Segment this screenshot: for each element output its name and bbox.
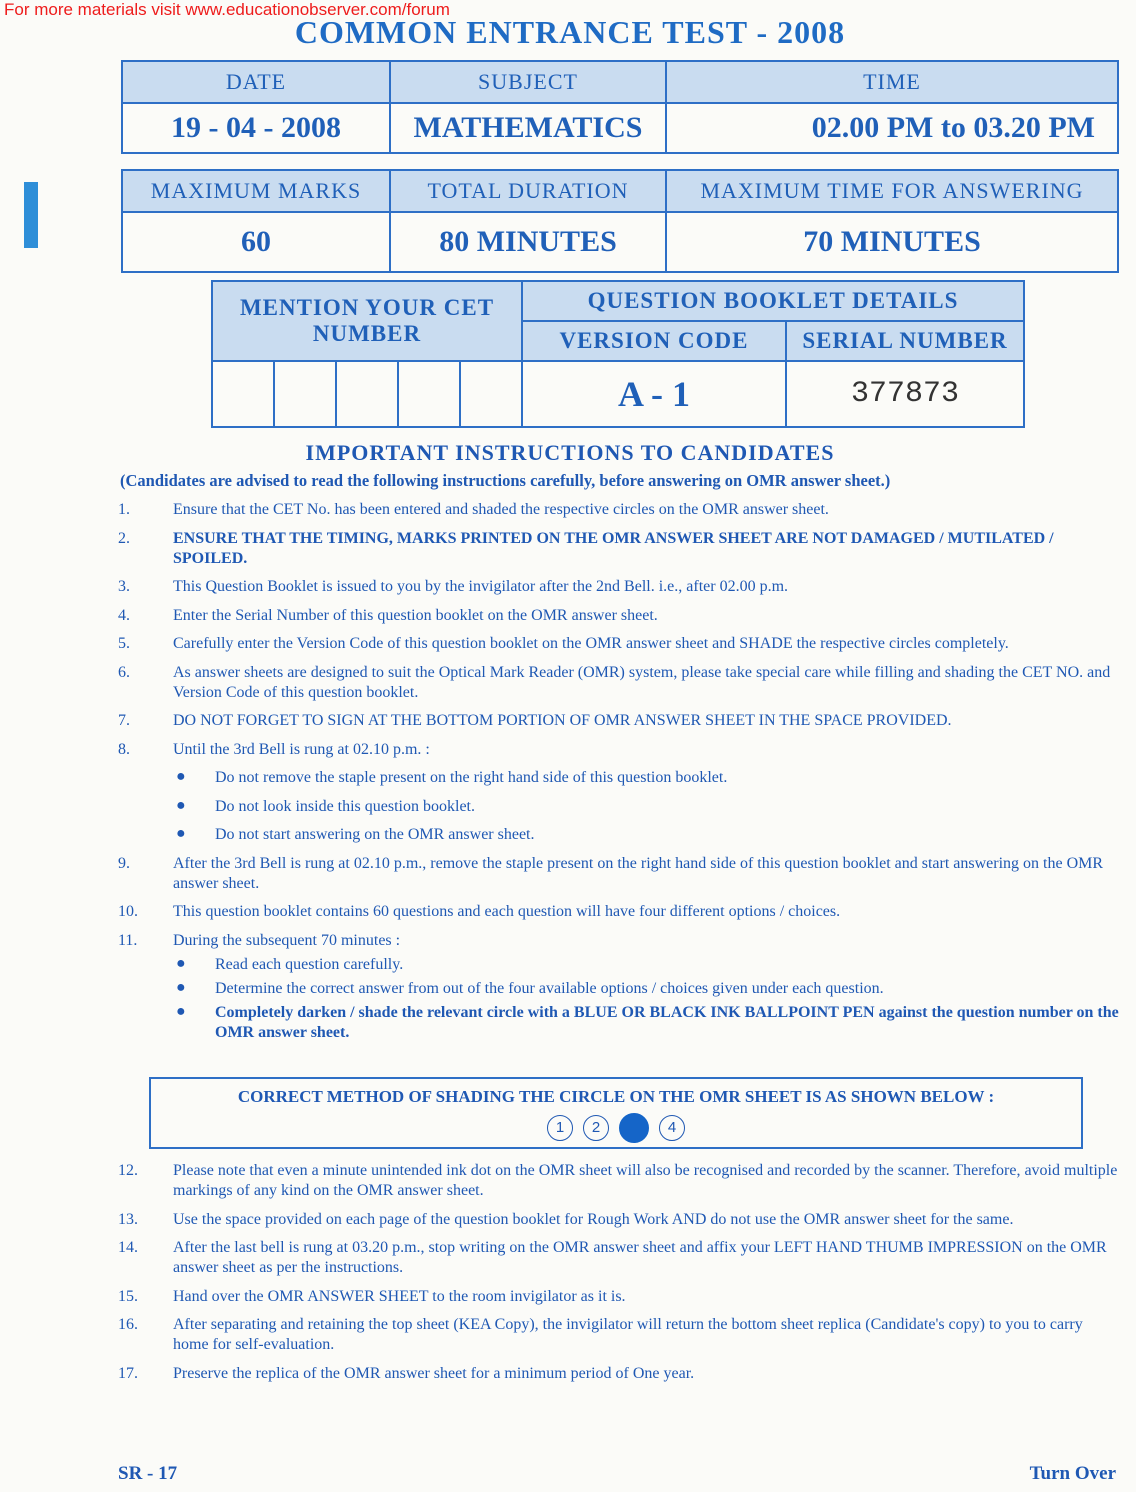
page-title: COMMON ENTRANCE TEST - 2008 — [294, 14, 846, 50]
list-item: 12. Please note that even a minute unintended ink dot on the OMR sheet will also be recognised and recorded by the scanner. Therefore, avoid multiple markings of any kind on the OMR answer sheet. — [118, 1162, 1118, 1199]
option-circle-4: 4 — [659, 1115, 685, 1141]
list-item: 17. Preserve the replica of the OMR answer sheet for a minimum period of One year. — [118, 1364, 695, 1382]
list-item: 6. As answer sheets are designed to suit the Optical Mark Reader (OMR) system, please take special care while filling and shading the CET NO. and Version Code of this question booklet. — [118, 663, 1111, 701]
list-item: 3. This Question Booklet is issued to you by the invigilator after the 2nd Bell. i.e., after 02.00 p.m. — [118, 578, 789, 595]
max-marks-value: 60 — [122, 212, 390, 272]
list-item: 8. Until the 3rd Bell is rung at 02.10 p.m. : — [118, 740, 430, 758]
omr-note: CORRECT METHOD OF SHADING THE CIRCLE ON THE OMR SHEET IS AS SHOWN BELOW : — [237, 1087, 995, 1106]
cet-digit-box[interactable] — [212, 361, 274, 427]
list-item: 13. Use the space provided on each page of the question booklet for Rough Work AND do not use the OMR answer sheet for the same. — [118, 1210, 1014, 1228]
list-item: 2. ENSURE THAT THE TIMING, MARKS PRINTED ON THE OMR ANSWER SHEET ARE NOT DAMAGED / MUTILATED / SPOILED. — [118, 529, 1054, 567]
page-code: SR - 17 — [118, 1463, 178, 1484]
list-item: 1. Ensure that the CET No. has been entered and shaded the respective circles on the OMR answer sheet. — [118, 501, 829, 518]
instructions-list-continued — [118, 1161, 1120, 1392]
watermark-link[interactable]: For more materials visit www.educationobserver.com/forum — [4, 0, 450, 19]
bullet-icon: ● — [176, 1002, 186, 1020]
bullet-icon: ● — [176, 954, 186, 972]
bullet-item: ● Do not remove the staple present on the right hand side of this question booklet. — [176, 768, 728, 786]
cet-digit-box[interactable] — [274, 361, 336, 427]
instructions-title: IMPORTANT INSTRUCTIONS TO CANDIDATES — [305, 440, 835, 465]
bullet-item: ● Read each question carefully. — [176, 954, 404, 973]
cet-digit-box[interactable] — [460, 361, 522, 427]
date-header: DATE — [122, 61, 390, 103]
version-code-value: A - 1 — [522, 361, 786, 427]
subject-value: MATHEMATICS — [390, 103, 666, 153]
serial-number-value: 377873 — [786, 361, 1024, 427]
turn-over-label: Turn Over — [1029, 1463, 1116, 1484]
serial-number-label: SERIAL NUMBER — [786, 321, 1024, 361]
list-item: 7. DO NOT FORGET TO SIGN AT THE BOTTOM PORTION OF OMR ANSWER SHEET IN THE SPACE PROVIDED. — [118, 712, 952, 729]
list-item: 14. After the last bell is rung at 03.20 p.m., stop writing on the OMR answer sheet and affix your LEFT HAND THUMB IMPRESSION on the OMR answer sheet as per the instructions. — [118, 1239, 1107, 1276]
bullet-item: ● Do not look inside this question booklet. — [176, 796, 475, 815]
instructions-list — [118, 500, 1120, 1051]
option-circle-shaded — [619, 1113, 649, 1143]
bullet-icon: ● — [176, 768, 186, 785]
time-value: 02.00 PM to 03.20 PM — [666, 103, 1118, 153]
option-circle-1: 1 — [547, 1115, 573, 1141]
list-item: 9. After the 3rd Bell is rung at 02.10 p.m., remove the staple present on the right hand side of this question booklet and start answering on the OMR answer sheet. — [118, 854, 1104, 892]
marks-info-table — [121, 169, 1119, 273]
list-item: 15. Hand over the OMR ANSWER SHEET to the room invigilator as it is. — [118, 1287, 626, 1305]
duration-header: TOTAL DURATION — [390, 170, 666, 212]
option-circle-2: 2 — [583, 1115, 609, 1141]
list-item: 11. During the subsequent 70 minutes : — [118, 931, 401, 949]
bullet-icon: ● — [176, 825, 186, 842]
duration-value: 80 MINUTES — [390, 212, 666, 272]
exam-info-table — [121, 60, 1119, 154]
cet-digit-box[interactable] — [398, 361, 460, 427]
omr-circles — [151, 1113, 1081, 1143]
time-header: TIME — [666, 61, 1118, 103]
booklet-details-label: QUESTION BOOKLET DETAILS — [522, 281, 1024, 321]
cet-digit-box[interactable] — [336, 361, 398, 427]
version-code-label: VERSION CODE — [522, 321, 786, 361]
answer-time-value: 70 MINUTES — [666, 212, 1118, 272]
answer-time-header: MAXIMUM TIME FOR ANSWERING — [666, 170, 1118, 212]
omr-shading-example — [149, 1077, 1083, 1149]
bullet-item: ● Do not start answering on the OMR answer sheet. — [176, 825, 535, 843]
max-marks-header: MAXIMUM MARKS — [122, 170, 390, 212]
bullet-icon: ● — [176, 796, 186, 814]
list-item: 16. After separating and retaining the top sheet (KEA Copy), the invigilator will return the bottom sheet replica (Candidate's copy) to you to carry home for self-evaluation. — [118, 1316, 1083, 1353]
cet-number-label: MENTION YOUR CET NUMBER — [212, 281, 522, 361]
bullet-item: ● Completely darken / shade the relevant circle with a BLUE OR BLACK INK BALLPOINT PEN against the question number on the OMR answer sheet. — [176, 1002, 1119, 1041]
list-item: 5. Carefully enter the Version Code of this question booklet on the OMR answer sheet and SHADE the respective circles completely. — [118, 635, 1009, 652]
date-value: 19 - 04 - 2008 — [122, 103, 390, 153]
list-item: 10. This question booklet contains 60 questions and each question will have four different options / choices. — [118, 903, 841, 920]
bullet-item: ● Determine the correct answer from out of the four available options / choices given under each question. — [176, 978, 884, 997]
bullet-icon: ● — [176, 978, 186, 996]
booklet-details-table — [211, 280, 1025, 428]
side-tab-marker — [24, 182, 38, 248]
instructions-subtitle: (Candidates are advised to read the following instructions carefully, before answering on OMR answer sheet.) — [120, 471, 891, 490]
subject-header: SUBJECT — [390, 61, 666, 103]
list-item: 4. Enter the Serial Number of this question booklet on the OMR answer sheet. — [118, 606, 658, 624]
